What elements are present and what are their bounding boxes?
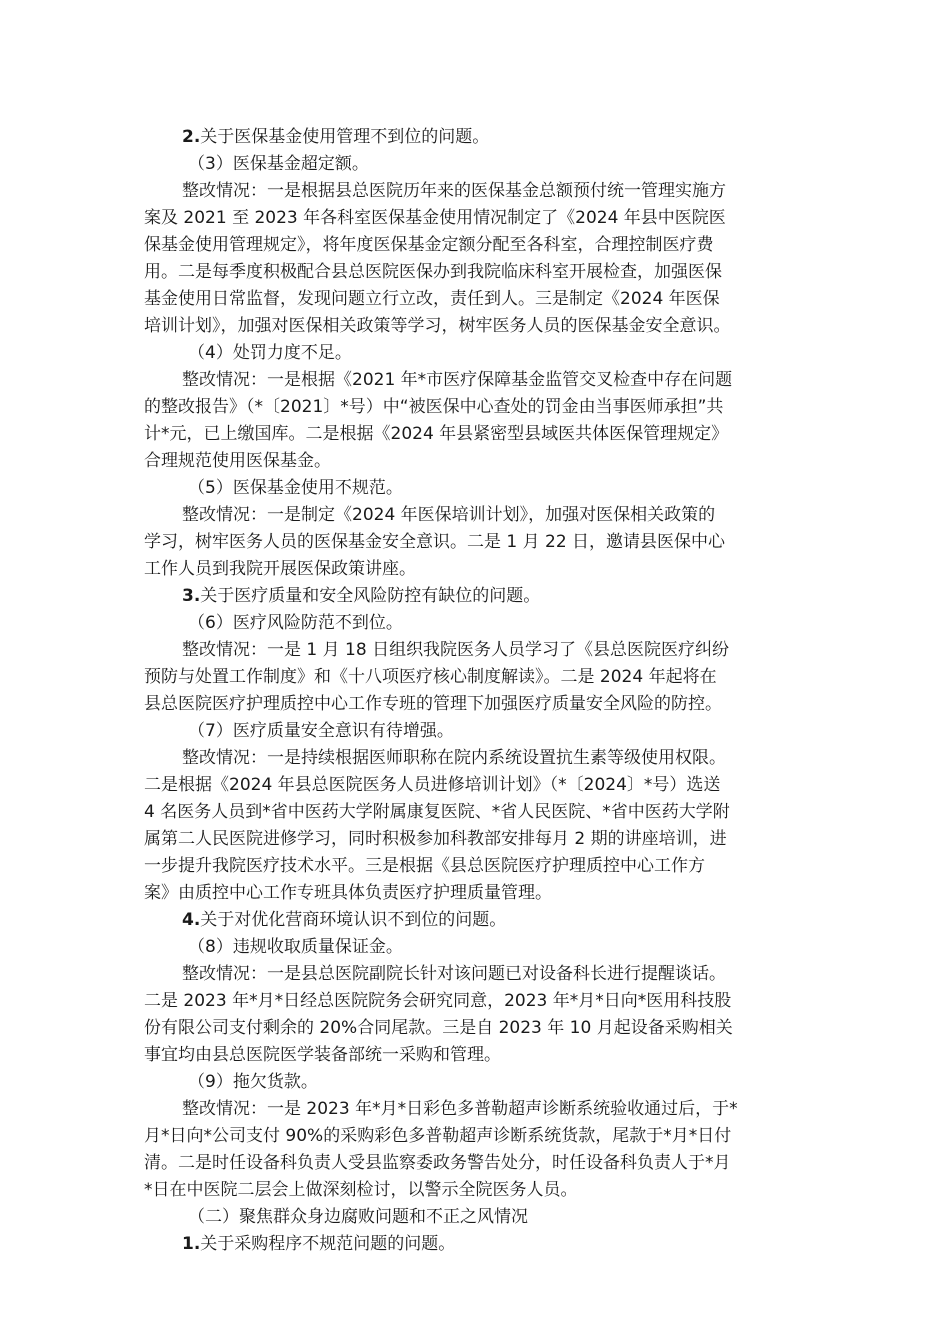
paragraph-line: 用。二是每季度积极配合县总医院医保办到我院临床科室开展检查，加强医保: [144, 262, 722, 282]
paragraph-line: 事宜均由县总医院医学装备部统一采购和管理。: [144, 1045, 501, 1065]
paragraph-line: 基金使用日常监督，发现问题立行立改，责任到人。三是制定《2024 年医保: [144, 289, 720, 309]
paragraph-line: 计*元，已上缴国库。二是根据《2024 年县紧密型县域医共体医保管理规定》: [144, 424, 729, 444]
paragraph-line: 4 名医务人员到*省中医药大学附属康复医院、*省人民医院、*省中医药大学附: [144, 802, 730, 822]
item-heading-text: 关于对优化营商环境认识不到位的问题。: [200, 910, 507, 930]
paragraph-line: [144, 583, 808, 610]
item-number: 2.: [182, 127, 201, 147]
item-number: 1.: [182, 1234, 201, 1254]
paragraph-line: 清。二是时任设备科负责人受县监察委政务警告处分，时任设备科负责人于*月: [144, 1153, 731, 1173]
paragraph-line: 学习，树牢医务人员的医保基金安全意识。二是 1 月 22 日，邀请县医保中心: [144, 532, 726, 552]
paragraph-line: 培训计划》，加强对医保相关政策等学习，树牢医务人员的医保基金安全意识。: [144, 316, 731, 336]
paragraph-line: 二是 2023 年*月*日经总医院院务会研究同意，2023 年*月*日向*医用科技股: [144, 991, 732, 1011]
paragraph-line: [144, 1231, 808, 1258]
paragraph-line: 整改情况：一是 1 月 18 日组织我院医务人员学习了《县总医院医疗纠纷: [182, 640, 730, 660]
paragraph-line: （4）处罚力度不足。: [188, 343, 352, 363]
paragraph-line: 份有限公司支付剩余的 20%合同尾款。三是自 2023 年 10 月起设备采购相关: [144, 1018, 733, 1038]
paragraph-line: （6）医疗风险防范不到位。: [188, 613, 403, 633]
paragraph-line: 县总医院医疗护理质控中心工作专班的管理下加强医疗质量安全风险的防控。: [144, 694, 722, 714]
paragraph-line: 整改情况：一是根据《2021 年*市医疗保障基金监管交叉检查中存在问题: [182, 370, 733, 390]
paragraph-line: 属第二人民医院进修学习，同时积极参加科教部安排每月 2 期的讲座培训，进: [144, 829, 727, 849]
paragraph-line: 整改情况：一是制定《2024 年医保培训计划》，加强对医保相关政策的: [182, 505, 716, 525]
paragraph-line: 一步提升我院医疗技术水平。三是根据《县总医院医疗护理质控中心工作方: [144, 856, 705, 876]
paragraph-line: （8）违规收取质量保证金。: [188, 937, 403, 957]
item-number: 3.: [182, 586, 201, 606]
item-heading-text: 关于采购程序不规范问题的问题。: [200, 1234, 456, 1254]
paragraph-line: 二是根据《2024 年县总医院医务人员进修培训计划》（*〔2024〕*号）选送: [144, 775, 721, 795]
paragraph-line: *日在中医院二层会上做深刻检讨，以警示全院医务人员。: [144, 1180, 578, 1200]
paragraph-line: 工作人员到我院开展医保政策讲座。: [144, 559, 416, 579]
item-heading-text: 关于医疗质量和安全风险防控有缺位的问题。: [200, 586, 541, 606]
paragraph-line: （7）医疗质量安全意识有待增强。: [188, 721, 454, 741]
paragraph-line: （二）聚焦群众身边腐败问题和不正之风情况: [188, 1207, 528, 1227]
item-number: 4.: [182, 910, 201, 930]
paragraph-line: [144, 907, 808, 934]
paragraph-line: 整改情况：一是县总医院副院长针对该问题已对设备科长进行提醒谈话。: [182, 964, 726, 984]
document-body: [144, 124, 808, 1258]
paragraph-line: 案》由质控中心工作专班具体负责医疗护理质量管理。: [144, 883, 552, 903]
paragraph-line: （9）拖欠货款。: [188, 1072, 318, 1092]
item-heading-text: 关于医保基金使用管理不到位的问题。: [200, 127, 490, 147]
paragraph-line: 合理规范使用医保基金。: [144, 451, 331, 471]
paragraph-line: 保基金使用管理规定》，将年度医保基金定额分配至各科室，合理控制医疗费: [144, 235, 714, 255]
paragraph-line: （3）医保基金超定额。: [188, 154, 369, 174]
paragraph-line: （5）医保基金使用不规范。: [188, 478, 403, 498]
paragraph-line: 整改情况：一是根据县总医院历年来的医保基金总额预付统一管理实施方: [182, 181, 726, 201]
paragraph-line: 月*日向*公司支付 90%的采购彩色多普勒超声诊断系统货款，尾款于*月*日付: [144, 1126, 732, 1146]
paragraph-line: 的整改报告》（*〔2021〕*号）中“被医保中心查处的罚金由当事医师承担”共: [144, 397, 724, 417]
paragraph-line: 整改情况：一是 2023 年*月*日彩色多普勒超声诊断系统验收通过后，于*: [182, 1099, 738, 1119]
paragraph-line: 案及 2021 至 2023 年各科室医保基金使用情况制定了《2024 年县中医院医: [144, 208, 726, 228]
paragraph-line: [144, 124, 808, 151]
paragraph-line: 预防与处置工作制度》和《十八项医疗核心制度解读》。二是 2024 年起将在: [144, 667, 717, 687]
paragraph-line: 整改情况：一是持续根据医师职称在院内系统设置抗生素等级使用权限。: [182, 748, 726, 768]
